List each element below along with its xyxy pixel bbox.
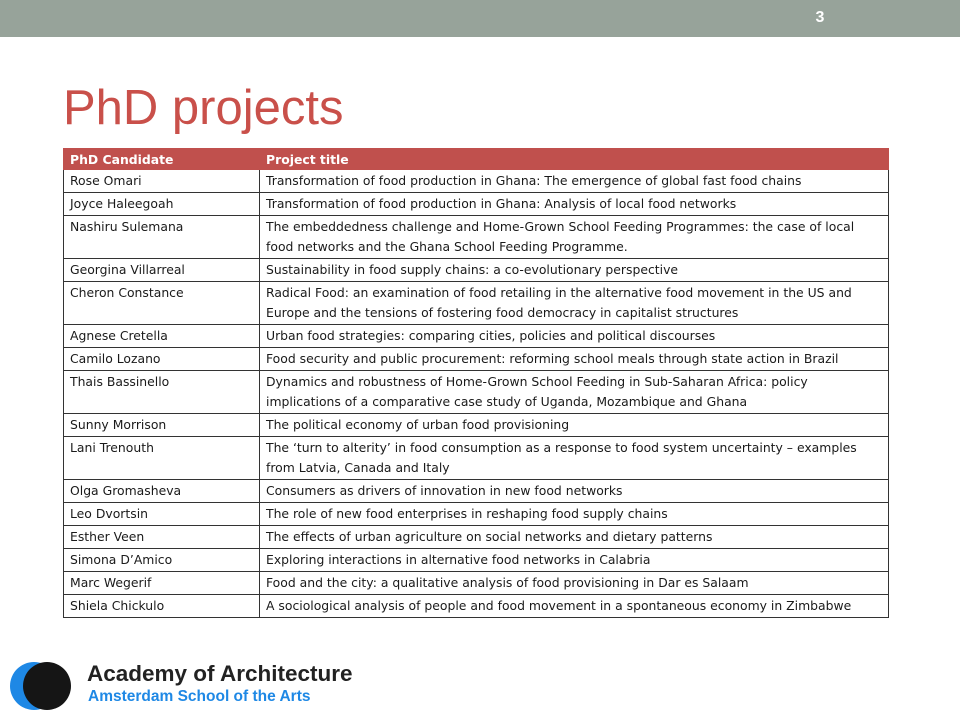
- candidate-cell: Nashiru Sulemana: [64, 216, 260, 259]
- table-row: [64, 193, 889, 216]
- project-title-cell: The ‘turn to alterity’ in food consumption as a response to food system uncertainty – examples from Latvia, Canada and Italy: [260, 437, 889, 480]
- table-header-row: [64, 149, 889, 170]
- project-title-cell: A sociological analysis of people and food movement in a spontaneous economy in Zimbabwe: [260, 595, 889, 618]
- logo-name: Academy of Architecture: [87, 661, 353, 686]
- table-row: [64, 549, 889, 572]
- table-row: [64, 595, 889, 618]
- project-title-cell: Dynamics and robustness of Home-Grown School Feeding in Sub-Saharan Africa: policy implications of a comparative case study of Uganda, Mozambique and Ghana: [260, 371, 889, 414]
- project-title-cell: The role of new food enterprises in reshaping food supply chains: [260, 503, 889, 526]
- candidate-cell: Agnese Cretella: [64, 325, 260, 348]
- project-title-cell: The effects of urban agriculture on social networks and dietary patterns: [260, 526, 889, 549]
- phd-projects-table: [63, 148, 889, 618]
- candidate-cell: Leo Dvortsin: [64, 503, 260, 526]
- table-row: [64, 216, 889, 259]
- academy-logo: [8, 656, 368, 716]
- project-title-cell: The embeddedness challenge and Home-Grown School Feeding Programmes: the case of local food networks and the Ghana School Feeding Programme.: [260, 216, 889, 259]
- candidate-cell: Simona D’Amico: [64, 549, 260, 572]
- project-title-cell: The political economy of urban food provisioning: [260, 414, 889, 437]
- project-title-cell: Transformation of food production in Ghana: Analysis of local food networks: [260, 193, 889, 216]
- project-title-cell: Food security and public procurement: reforming school meals through state action in Brazil: [260, 348, 889, 371]
- table-row: [64, 259, 889, 282]
- table-row: [64, 480, 889, 503]
- table-row: [64, 348, 889, 371]
- candidate-cell: Sunny Morrison: [64, 414, 260, 437]
- project-title-cell: Sustainability in food supply chains: a co-evolutionary perspective: [260, 259, 889, 282]
- slide-number: 3: [815, 9, 825, 26]
- candidate-cell: Cheron Constance: [64, 282, 260, 325]
- table-row: [64, 325, 889, 348]
- candidate-cell: Olga Gromasheva: [64, 480, 260, 503]
- candidate-cell: Thais Bassinello: [64, 371, 260, 414]
- project-title-cell: Food and the city: a qualitative analysis of food provisioning in Dar es Salaam: [260, 572, 889, 595]
- project-title-cell: Consumers as drivers of innovation in new food networks: [260, 480, 889, 503]
- table-row: [64, 526, 889, 549]
- table-row: [64, 371, 889, 414]
- table-row: [64, 437, 889, 480]
- candidate-cell: Georgina Villarreal: [64, 259, 260, 282]
- header-candidate: PhD Candidate: [64, 149, 260, 170]
- logo-black-circle: [23, 662, 71, 710]
- candidate-cell: Shiela Chickulo: [64, 595, 260, 618]
- candidate-cell: Lani Trenouth: [64, 437, 260, 480]
- project-title-cell: Transformation of food production in Ghana: The emergence of global fast food chains: [260, 170, 889, 193]
- table-row: [64, 170, 889, 193]
- page-title: PhD projects: [63, 81, 344, 135]
- header-project-title: Project title: [260, 149, 889, 170]
- table-row: [64, 572, 889, 595]
- candidate-cell: Joyce Haleegoah: [64, 193, 260, 216]
- project-title-cell: Urban food strategies: comparing cities, policies and political discourses: [260, 325, 889, 348]
- table-row: [64, 503, 889, 526]
- top-bar: [0, 0, 960, 37]
- candidate-cell: Esther Veen: [64, 526, 260, 549]
- project-title-cell: Radical Food: an examination of food retailing in the alternative food movement in the US and Europe and the tensions of fostering food democracy in capitalist structures: [260, 282, 889, 325]
- candidate-cell: Camilo Lozano: [64, 348, 260, 371]
- candidate-cell: Rose Omari: [64, 170, 260, 193]
- table-row: [64, 282, 889, 325]
- candidate-cell: Marc Wegerif: [64, 572, 260, 595]
- table-header: [64, 149, 889, 170]
- logo-circles-icon: [8, 656, 72, 716]
- logo-subtitle: Amsterdam School of the Arts: [88, 688, 311, 705]
- table-row: [64, 414, 889, 437]
- project-title-cell: Exploring interactions in alternative food networks in Calabria: [260, 549, 889, 572]
